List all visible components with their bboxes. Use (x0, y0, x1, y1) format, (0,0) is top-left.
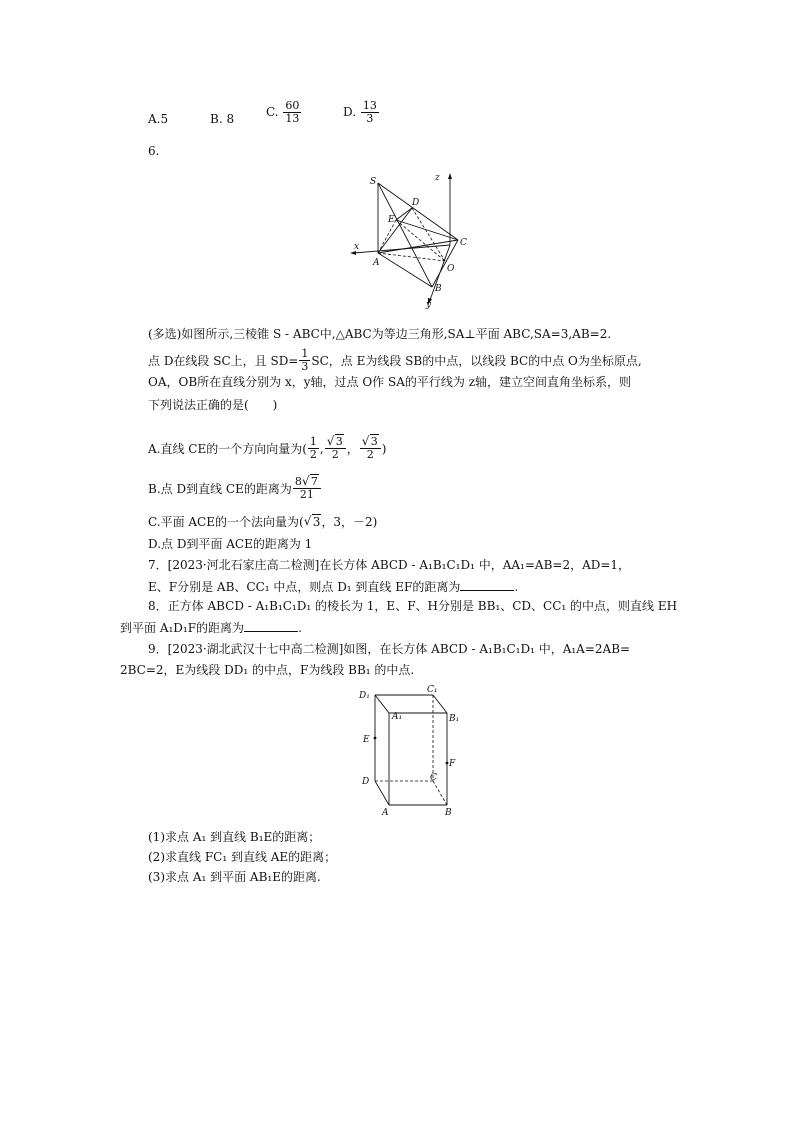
label-b: B (445, 808, 452, 818)
q9-sub3: (3)求点 A₁ 到平面 AB₁E的距离. (148, 870, 321, 884)
q9-sub1: (1)求点 A₁ 到直线 B₁E的距离； (148, 830, 321, 844)
pyramid-figure (340, 165, 480, 310)
q9-line2: 2BC=2，E为线段 DD₁ 的中点，F为线段 BB₁ 的中点. (120, 663, 415, 677)
label-d1: D₁ (359, 691, 370, 701)
q8-line2: 到平面 A₁D₁F的距离为 . (120, 621, 302, 635)
label-d: D (362, 777, 370, 787)
label-c1: C₁ (427, 685, 438, 695)
q6-option-d: D.点 D到平面 ACE的距离为 1 (148, 537, 313, 551)
q6-option-c: C.平面 ACE的一个法向量为( √ 3 ，3，－2) (148, 514, 377, 530)
label-a: A (382, 808, 389, 818)
q6-option-a: A.直线 CE的一个方向向量为( $\frac{1}{2}$ , √ $\frac{3}{2}$ ， √ $\frac{3}{2}$ ) (148, 436, 386, 461)
q5-option-b: B. 8 (210, 112, 235, 126)
fraction: $\frac{8√ 7}{21}$ (293, 476, 321, 501)
q5-option-a: A.5 (148, 112, 169, 126)
q9-line1: 9．[2023·湖北武汉十七中高二检测]如图，在长方体 ABCD - A₁B₁C₁D₁ 中，A₁A=2AB= (148, 642, 631, 656)
label-f: F (449, 759, 456, 769)
label-e: E (388, 215, 395, 225)
label-x: x (354, 242, 360, 252)
q6-intro-line4: 下列说法正确的是( ) (148, 398, 278, 412)
label-d: D (412, 198, 420, 208)
q5-option-c: C. $\frac{60}{13}$ (266, 99, 300, 125)
q9-sub2: (2)求直线 FC₁ 到直线 AE的距离； (148, 850, 337, 864)
label-y: y (426, 300, 432, 310)
q6-number: 6. (148, 144, 160, 158)
fraction: $\frac{1}{3}$ (301, 347, 309, 373)
label-z: z (435, 173, 440, 183)
label-e: E (363, 735, 370, 745)
answer-blank (460, 579, 514, 591)
q6-intro-line3: OA，OB所在直线分别为 x，y轴，过点 O作 SA的平行线为 z轴，建立空间直角坐标系，则 (148, 375, 632, 389)
label-a: A (373, 258, 380, 268)
q8-line1: 8．正方体 ABCD - A₁B₁C₁D₁ 的棱长为 1，E、F、H分别是 BB₁、CD、CC₁ 的中点，则直线 EH (148, 599, 678, 613)
answer-blank (244, 620, 298, 632)
q6-intro-line1: (多选)如图所示,三棱锥 S - ABC中,△ABC为等边三角形,SA⊥平面 ABC,SA=3,AB=2. (148, 327, 612, 341)
cuboid-figure (355, 683, 465, 818)
label-s: S (370, 177, 377, 187)
label-c: C (430, 773, 437, 783)
label-b1: B₁ (449, 714, 460, 724)
fraction: √ $\frac{3}{2}$ (360, 436, 381, 461)
label-b: B (435, 284, 442, 294)
label-c: C (460, 238, 467, 248)
label-a1: A₁ (392, 712, 403, 722)
q6-option-b: B.点 D到直线 CE的距离为 $\frac{8√ 7}{21}$ (148, 476, 322, 501)
q5-option-d: D. $\frac{13}{3}$ (343, 99, 377, 125)
fraction: $\frac{13}{3}$ (362, 99, 377, 125)
q7-line2: E、F分别是 AB、CC₁ 中点，则点 D₁ 到直线 EF的距离为 . (148, 580, 519, 594)
label-o: O (447, 264, 455, 274)
q6-intro-line2: 点 D在线段 SC上，且 SD= $\frac{1}{3}$ SC，点 E为线段 SB的中点，以线段 BC的中点 O为坐标原点, (148, 347, 642, 373)
fraction: $\frac{60}{13}$ (285, 99, 300, 125)
fraction: √ $\frac{3}{2}$ (325, 436, 346, 461)
q7-line1: 7．[2023·河北石家庄高二检测]在长方体 ABCD - A₁B₁C₁D₁ 中，AA₁=AB=2，AD=1， (148, 558, 631, 572)
fraction: $\frac{1}{2}$ (309, 435, 317, 461)
